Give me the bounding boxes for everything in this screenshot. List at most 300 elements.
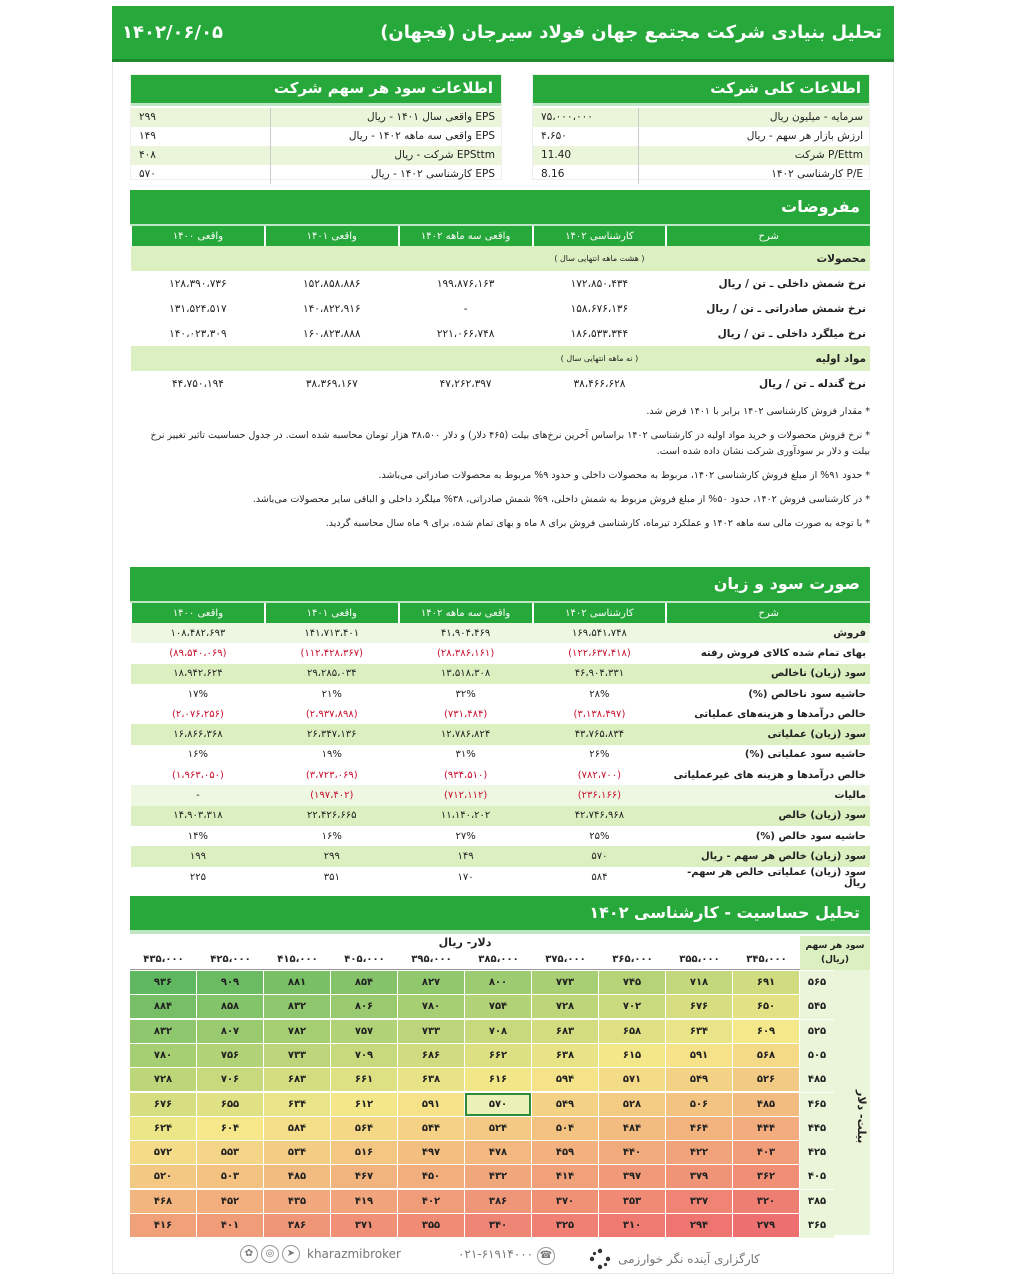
table-cell: ۳۱% <box>399 745 533 765</box>
sensitivity-cell: ۲۷۹ <box>733 1214 799 1237</box>
row-label: نرخ شمش داخلی ـ تن / ریال <box>666 271 870 296</box>
sensitivity-cell: ۷۷۳ <box>532 971 598 994</box>
table-cell: ۱۹۹،۸۷۶،۱۶۳ <box>399 271 533 296</box>
sensitivity-cell: ۵۰۴ <box>532 1117 598 1140</box>
table-cell: (۱۹۷،۴۰۲) <box>265 785 399 805</box>
sensitivity-cell: ۵۴۴ <box>398 1117 464 1140</box>
eps-info-title: اطلاعات سود هر سهم شرکت <box>131 75 501 103</box>
sensitivity-cell: ۳۱۰ <box>599 1214 665 1237</box>
sensitivity-cell: ۴۰۲ <box>398 1190 464 1213</box>
table-row <box>131 643 870 663</box>
table-cell: ۴۲،۷۴۶،۹۶۸ <box>533 806 667 826</box>
table-cell: ۴۴،۷۵۰،۱۹۴ <box>131 371 265 396</box>
sensitivity-cell: ۶۳۴ <box>264 1093 330 1116</box>
table-cell: ۲۹۹ <box>265 846 399 866</box>
sensitivity-cell: ۷۰۸ <box>465 1020 531 1043</box>
table-cell: ۲۸% <box>533 684 667 704</box>
dollar-column-header: ۴۱۵،۰۰۰ <box>264 954 331 970</box>
sensitivity-cell: ۶۹۱ <box>733 971 799 994</box>
brand-logo-icon <box>588 1247 612 1271</box>
kv-label: سرمایه - میلیون ریال <box>769 111 863 123</box>
table-cell: (۲،۹۳۷،۸۹۸) <box>265 704 399 724</box>
sensitivity-cell: ۶۸۳ <box>264 1068 330 1091</box>
kv-label: ارزش بازار هر سهم - ریال <box>746 130 863 142</box>
sensitivity-cell: ۴۶۸ <box>130 1190 196 1213</box>
sensitivity-cell: ۸۰۷ <box>197 1020 263 1043</box>
sensitivity-grid <box>130 936 870 1242</box>
table-row <box>131 684 870 704</box>
sensitivity-cell: ۷۵۴ <box>465 995 531 1018</box>
sensitivity-cell: ۶۵۸ <box>599 1020 665 1043</box>
table-cell: (۲۳۶،۱۶۶) <box>533 785 667 805</box>
sensitivity-cell: ۴۵۰ <box>398 1165 464 1188</box>
handle[interactable]: kharazmibroker <box>307 1247 401 1261</box>
kv-value: 8.16 <box>533 165 639 184</box>
table-cell: ۱۶۰،۸۲۳،۸۸۸ <box>265 321 399 346</box>
kv-row <box>533 108 869 127</box>
table-row <box>131 806 870 826</box>
kv-value: ۴۰۸ <box>131 146 271 165</box>
sensitivity-cell: ۳۷۱ <box>331 1214 397 1237</box>
table-cell: ۲۵% <box>533 826 667 846</box>
table-cell: ۲۱% <box>265 684 399 704</box>
column-header: شرح <box>666 226 870 246</box>
phone-icon: ☎ <box>537 1247 555 1265</box>
table-cell: ۱۹% <box>265 745 399 765</box>
table-cell: ۱۶۹،۵۴۱،۷۴۸ <box>533 623 667 643</box>
sensitivity-cell: ۴۹۷ <box>398 1141 464 1164</box>
sensitivity-cell: ۴۱۴ <box>532 1165 598 1188</box>
table-cell: ۵۷۰ <box>533 846 667 866</box>
sensitivity-cell: ۷۰۶ <box>197 1068 263 1091</box>
sensitivity-cell: ۶۷۶ <box>130 1093 196 1116</box>
sensitivity-cell: ۴۴۴ <box>733 1117 799 1140</box>
table-cell: ۱۷۲،۸۵۰،۴۳۴ <box>533 271 667 296</box>
billet-row-header: ۵۴۵ <box>800 995 834 1019</box>
sensitivity-cell: ۸۵۴ <box>331 971 397 994</box>
table-cell: ۳۵۱ <box>265 867 399 889</box>
sensitivity-cell: ۶۱۵ <box>599 1044 665 1067</box>
social-links <box>240 1245 401 1263</box>
sensitivity-cell: ۵۰۳ <box>197 1165 263 1188</box>
sensitivity-cell: ۸۰۶ <box>331 995 397 1018</box>
sensitivity-cell: ۸۳۲ <box>264 995 330 1018</box>
sensitivity-cell: ۳۵۵ <box>398 1214 464 1237</box>
table-cell: ۵۸۴ <box>533 867 667 889</box>
table-cell: ۲۹،۲۸۵،۰۳۴ <box>265 664 399 684</box>
table-cell <box>265 346 399 371</box>
kv-value: ۷۵،۰۰۰،۰۰۰ <box>533 108 639 127</box>
kv-value: ۲۹۹ <box>131 108 271 127</box>
table-row <box>131 623 870 643</box>
sensitivity-cell: ۶۵۰ <box>733 995 799 1018</box>
table-cell: ۳۲% <box>399 684 533 704</box>
table-cell: - <box>399 296 533 321</box>
sensitivity-cell: ۵۶۸ <box>733 1044 799 1067</box>
table-cell: (۷۱۲،۱۱۲) <box>399 785 533 805</box>
pl-table <box>130 603 870 889</box>
pl-title: صورت سود و زیان <box>130 567 870 601</box>
sensitivity-cell: ۸۸۴ <box>130 995 196 1018</box>
column-header: شرح <box>666 603 870 623</box>
table-cell: (۳،۷۲۳،۰۶۹) <box>265 765 399 785</box>
row-label: مالیات <box>666 785 870 805</box>
sensitivity-cell: ۳۸۶ <box>264 1214 330 1237</box>
sensitivity-cell: ۴۰۳ <box>733 1141 799 1164</box>
sensitivity-cell: ۶۸۳ <box>532 1020 598 1043</box>
sensitivity-title: تحلیل حساسیت - کارشناسی ۱۴۰۲ <box>130 896 870 930</box>
table-cell: ۱۳۱،۵۲۴،۵۱۷ <box>131 296 265 321</box>
sensitivity-cell: ۶۸۶ <box>398 1044 464 1067</box>
sensitivity-cell: ۶۲۴ <box>130 1117 196 1140</box>
table-cell: ۱۳،۵۱۸،۳۰۸ <box>399 664 533 684</box>
sensitivity-cell: ۶۶۲ <box>465 1044 531 1067</box>
table-cell: (۱۲۲،۶۳۷،۴۱۸) <box>533 643 667 663</box>
table-row <box>131 246 870 271</box>
sensitivity-cell: ۳۷۰ <box>532 1190 598 1213</box>
billet-row-header: ۴۴۵ <box>800 1117 834 1141</box>
kv-label: EPS واقعی سه ماهه ۱۴۰۲ - ریال <box>348 130 495 142</box>
table-cell: ۱۴۰،۰۲۳،۳۰۹ <box>131 321 265 346</box>
sensitivity-cell: ۳۲۵ <box>532 1214 598 1237</box>
table-cell: ۱۶% <box>131 745 265 765</box>
table-cell <box>399 246 533 271</box>
table-row <box>131 846 870 866</box>
table-cell: (۹۳۴،۵۱۰) <box>399 765 533 785</box>
table-cell: ۱۰۸،۴۸۲،۶۹۳ <box>131 623 265 643</box>
sensitivity-cell: ۵۹۴ <box>532 1068 598 1091</box>
sensitivity-cell: ۳۶۲ <box>733 1165 799 1188</box>
dollar-column-header: ۳۷۵،۰۰۰ <box>532 954 599 970</box>
sensitivity-cell: ۴۸۴ <box>599 1117 665 1140</box>
sensitivity-cell: ۵۴۹ <box>532 1093 598 1116</box>
table-cell: ۱۷% <box>131 684 265 704</box>
table-cell: ۱۴۱،۷۱۳،۴۰۱ <box>265 623 399 643</box>
sensitivity-cell: ۷۳۳ <box>398 1020 464 1043</box>
sensitivity-cell: ۷۱۸ <box>666 971 732 994</box>
dollar-column-header: ۳۸۵،۰۰۰ <box>465 954 532 970</box>
company-info-title: اطلاعات کلی شرکت <box>533 75 869 103</box>
note-item: * با توجه به صورت مالی سه ماهه ۱۴۰۲ و عملکرد تیرماه، کارشناسی فروش برای ۸ ماه و بهای تمام شده، برای ۹ ماه سال محاسبه گردید. <box>325 518 870 529</box>
table-cell: ۱۶،۸۶۶،۳۶۸ <box>131 724 265 744</box>
table-cell <box>131 346 265 371</box>
kv-value: 11.40 <box>533 146 639 165</box>
row-label: سود (زیان) ناخالص <box>666 664 870 684</box>
sensitivity-cell: ۵۸۴ <box>264 1117 330 1140</box>
row-label: خالص درآمدها و هزینه‌های عملیاتی <box>666 704 870 724</box>
note-item: * حدود ۹۱% از مبلغ فروش کارشناسی ۱۴۰۲، مربوط به محصولات داخلی و حدود ۹% مربوط به محصولات صادراتی می‌باشد. <box>378 470 870 481</box>
dollar-column-header: ۳۴۵،۰۰۰ <box>733 954 800 970</box>
column-header: واقعی ۱۴۰۱ <box>265 603 399 623</box>
kv-label: P/E کارشناسی ۱۴۰۲ <box>771 168 863 180</box>
table-cell: (۱،۹۶۳،۰۵۰) <box>131 765 265 785</box>
dollar-column-header: ۴۳۵،۰۰۰ <box>130 954 197 970</box>
sensitivity-cell: ۵۴۹ <box>666 1068 732 1091</box>
sensitivity-cell: ۷۴۵ <box>599 971 665 994</box>
phone-number: ۰۲۱-۶۱۹۱۴۰۰۰ <box>457 1247 534 1261</box>
sensitivity-cell: ۴۱۹ <box>331 1190 397 1213</box>
table-row <box>131 704 870 724</box>
billet-row-header: ۳۸۵ <box>800 1190 834 1214</box>
table-cell: ۱۲،۷۸۶،۸۲۴ <box>399 724 533 744</box>
sensitivity-cell: ۸۳۲ <box>130 1020 196 1043</box>
sensitivity-cell: ۶۰۴ <box>197 1117 263 1140</box>
table-cell: ۱۵۸،۶۷۶،۱۳۶ <box>533 296 667 321</box>
table-row <box>131 724 870 744</box>
sensitivity-cell: ۵۲۰ <box>130 1165 196 1188</box>
table-cell: (۲،۰۷۶،۲۵۶) <box>131 704 265 724</box>
column-header: واقعی سه ماهه ۱۴۰۲ <box>399 603 533 623</box>
sensitivity-cell: ۳۴۰ <box>465 1214 531 1237</box>
table-cell: ۴۷،۲۶۲،۳۹۷ <box>399 371 533 396</box>
sensitivity-cell: ۳۲۰ <box>733 1190 799 1213</box>
table-cell: ۴۱،۹۰۴،۴۶۹ <box>399 623 533 643</box>
sensitivity-cell: ۷۰۲ <box>599 995 665 1018</box>
table-cell: ۱۴۹ <box>399 846 533 866</box>
table-cell: ۲۷% <box>399 826 533 846</box>
table-cell: ( نه ماهه انتهایی سال ) <box>533 346 667 371</box>
eps-info-box <box>130 74 502 180</box>
sensitivity-cell: ۶۳۸ <box>532 1044 598 1067</box>
column-header: کارشناسی ۱۴۰۲ <box>533 603 667 623</box>
table-cell: (۸۹،۵۴۰،۰۶۹) <box>131 643 265 663</box>
sensitivity-cell: ۷۵۷ <box>331 1020 397 1043</box>
company-info-box <box>532 74 870 180</box>
billet-axis-label-box <box>834 970 870 1235</box>
sensitivity-cell: ۴۵۲ <box>197 1190 263 1213</box>
sensitivity-cell: ۵۱۶ <box>331 1141 397 1164</box>
note-item: * مقدار فروش کارشناسی ۱۴۰۲ برابر با ۱۴۰۱ فرض شد. <box>646 406 870 417</box>
table-cell: ۴۶،۹۰۴،۳۳۱ <box>533 664 667 684</box>
column-header: واقعی ۱۴۰۱ <box>265 226 399 246</box>
table-cell: (۷۸۲،۷۰۰) <box>533 765 667 785</box>
brand-name: کارگزاری آینده نگر خوارزمی <box>618 1252 760 1266</box>
row-label: حاشیه سود خالص (%) <box>666 826 870 846</box>
brand <box>588 1247 760 1271</box>
row-label: سود (زیان) خالص <box>666 806 870 826</box>
table-cell: ۲۶،۳۴۷،۱۳۶ <box>265 724 399 744</box>
notes-list <box>130 404 870 540</box>
sensitivity-cell: ۴۸۵ <box>264 1165 330 1188</box>
sensitivity-cell: ۵۲۴ <box>465 1117 531 1140</box>
table-row <box>131 826 870 846</box>
table-row <box>131 271 870 296</box>
sensitivity-cell: ۴۲۲ <box>666 1141 732 1164</box>
table-cell: ۱۶% <box>265 826 399 846</box>
table-cell: ۱۷۰ <box>399 867 533 889</box>
telegram-icon[interactable]: ➤ <box>282 1245 300 1263</box>
sensitivity-cell: ۴۶۷ <box>331 1165 397 1188</box>
row-label: نرخ گندله ـ تن / ریال <box>666 371 870 396</box>
sensitivity-cell: ۵۷۰ <box>465 1093 531 1116</box>
table-row <box>131 867 870 889</box>
sensitivity-cell: ۵۹۱ <box>666 1044 732 1067</box>
dollar-axis-label: دلار- ریال <box>438 936 492 949</box>
sensitivity-cell: ۴۷۸ <box>465 1141 531 1164</box>
billet-row-header: ۵۲۵ <box>800 1020 834 1044</box>
sensitivity-cell: ۷۸۰ <box>130 1044 196 1067</box>
aparat-icon[interactable]: ✿ <box>240 1245 258 1263</box>
table-row <box>131 321 870 346</box>
assumptions-table <box>130 226 870 396</box>
sensitivity-cell: ۷۸۲ <box>264 1020 330 1043</box>
billet-row-header: ۴۰۵ <box>800 1165 834 1189</box>
header-bar <box>112 6 894 62</box>
sensitivity-cell: ۴۸۵ <box>733 1093 799 1116</box>
table-cell: ۱۴،۹۰۳،۳۱۸ <box>131 806 265 826</box>
table-cell: ۱۴۰،۸۲۲،۹۱۶ <box>265 296 399 321</box>
table-row <box>131 765 870 785</box>
table-cell: ۱۸،۹۴۲،۶۲۴ <box>131 664 265 684</box>
kv-label: P/Ettm شرکت <box>794 149 863 161</box>
sensitivity-cell: ۷۲۸ <box>130 1068 196 1091</box>
kv-row <box>533 127 869 146</box>
instagram-icon[interactable]: ◎ <box>261 1245 279 1263</box>
sensitivity-cell: ۴۵۹ <box>532 1141 598 1164</box>
page-title: تحلیل بنیادی شرکت مجتمع جهان فولاد سیرجان (فجهان) <box>380 22 882 43</box>
column-header: واقعی ۱۴۰۰ <box>131 603 265 623</box>
kv-value: ۵۷۰ <box>131 165 271 184</box>
kv-row <box>131 165 501 184</box>
kv-row <box>131 146 501 165</box>
assumptions-title: مفروضات <box>130 190 870 224</box>
kv-label: EPS واقعی سال ۱۴۰۱ - ریال <box>367 111 495 123</box>
table-cell: ۲۲۱،۰۶۶،۷۴۸ <box>399 321 533 346</box>
row-label: محصولات <box>666 246 870 271</box>
sensitivity-cell: ۵۷۲ <box>130 1141 196 1164</box>
eps-info-rows <box>131 103 501 184</box>
sensitivity-cell: ۴۰۱ <box>197 1214 263 1237</box>
kv-value: ۴،۶۵۰ <box>533 127 639 146</box>
row-label: فروش <box>666 623 870 643</box>
sensitivity-cell: ۷۰۹ <box>331 1044 397 1067</box>
table-row <box>131 745 870 765</box>
sensitivity-cell: ۴۱۶ <box>130 1214 196 1237</box>
dollar-column-header: ۳۵۵،۰۰۰ <box>666 954 733 970</box>
table-cell: ( هشت ماهه انتهایی سال ) <box>533 246 667 271</box>
sensitivity-cell: ۸۵۸ <box>197 995 263 1018</box>
kv-label: EPSttm شرکت - ریال <box>394 149 495 161</box>
sensitivity-cell: ۶۳۸ <box>398 1068 464 1091</box>
sensitivity-cell: ۵۲۸ <box>599 1093 665 1116</box>
sensitivity-cell: ۵۷۱ <box>599 1068 665 1091</box>
report-date: ۱۴۰۲/۰۶/۰۵ <box>122 22 224 43</box>
table-cell <box>399 346 533 371</box>
table-cell <box>265 246 399 271</box>
sensitivity-cell: ۷۳۳ <box>264 1044 330 1067</box>
billet-row-header: ۵۶۵ <box>800 971 834 995</box>
sensitivity-cell: ۷۸۰ <box>398 995 464 1018</box>
sensitivity-cell: ۶۵۵ <box>197 1093 263 1116</box>
sensitivity-cell: ۴۴۰ <box>599 1141 665 1164</box>
column-header: واقعی سه ماهه ۱۴۰۲ <box>399 226 533 246</box>
table-cell: ۱۸۶،۵۳۳،۳۴۴ <box>533 321 667 346</box>
sensitivity-cell: ۶۷۶ <box>666 995 732 1018</box>
dollar-column-header: ۴۲۵،۰۰۰ <box>197 954 264 970</box>
sensitivity-cell: ۵۹۱ <box>398 1093 464 1116</box>
sensitivity-cell: ۶۰۹ <box>733 1020 799 1043</box>
sensitivity-cell: ۷۵۶ <box>197 1044 263 1067</box>
sensitivity-cell: ۸۸۱ <box>264 971 330 994</box>
table-row <box>131 664 870 684</box>
sensitivity-cell: ۲۹۴ <box>666 1214 732 1237</box>
row-label: خالص درآمدها و هزینه های غیرعملیاتی <box>666 765 870 785</box>
table-cell: ۱۲۸،۳۹۰،۷۳۶ <box>131 271 265 296</box>
table-cell: ۲۶% <box>533 745 667 765</box>
table-cell: ۲۲۵ <box>131 867 265 889</box>
table-cell: ۱۱،۱۴۰،۲۰۲ <box>399 806 533 826</box>
kv-value: ۱۴۹ <box>131 127 271 146</box>
table-cell: (۳،۱۳۸،۴۹۷) <box>533 704 667 724</box>
footer <box>240 1242 760 1272</box>
sensitivity-cell: ۳۳۷ <box>666 1190 732 1213</box>
sensitivity-cell: ۷۲۸ <box>532 995 598 1018</box>
billet-row-header: ۴۲۵ <box>800 1141 834 1165</box>
billet-row-header: ۴۶۵ <box>800 1093 834 1117</box>
table-cell <box>131 246 265 271</box>
sensitivity-corner-label: سود هر سهم (ریال) <box>800 936 870 970</box>
table-row <box>131 785 870 805</box>
phone <box>458 1247 555 1265</box>
billet-axis-label: بیلت- دلار <box>855 1090 868 1144</box>
column-header: کارشناسی ۱۴۰۲ <box>533 226 667 246</box>
kv-row <box>533 165 869 184</box>
row-label: سود (زیان) عملیاتی <box>666 724 870 744</box>
row-label: نرخ شمش صادراتی ـ تن / ریال <box>666 296 870 321</box>
kv-row <box>131 108 501 127</box>
sensitivity-cell: ۶۱۲ <box>331 1093 397 1116</box>
table-cell: (۱۱۲،۴۲۸،۳۶۷) <box>265 643 399 663</box>
sensitivity-cell: ۵۶۴ <box>331 1117 397 1140</box>
sensitivity-cell: ۳۹۷ <box>599 1165 665 1188</box>
table-cell: ۲۲،۴۲۶،۶۶۵ <box>265 806 399 826</box>
row-label: حاشیه سود عملیاتی (%) <box>666 745 870 765</box>
table-cell: ۱۴% <box>131 826 265 846</box>
table-cell: ۴۳،۷۶۵،۸۳۴ <box>533 724 667 744</box>
table-row <box>131 296 870 321</box>
table-cell: ۳۸،۴۶۶،۶۲۸ <box>533 371 667 396</box>
sensitivity-cell: ۴۳۵ <box>264 1190 330 1213</box>
sensitivity-cell: ۵۲۶ <box>733 1068 799 1091</box>
row-label: نرخ میلگرد داخلی ـ تن / ریال <box>666 321 870 346</box>
sensitivity-cell: ۵۵۳ <box>197 1141 263 1164</box>
table-row <box>131 371 870 396</box>
sensitivity-cell: ۶۳۴ <box>666 1020 732 1043</box>
table-cell: - <box>131 785 265 805</box>
row-label: بهای تمام شده کالای فروش رفته <box>666 643 870 663</box>
dollar-column-header: ۳۶۵،۰۰۰ <box>599 954 666 970</box>
table-cell: ۱۵۲،۸۵۸،۸۸۶ <box>265 271 399 296</box>
kv-label: EPS کارشناسی ۱۴۰۲ - ریال <box>370 168 495 180</box>
row-label: حاشیه سود ناخالص (%) <box>666 684 870 704</box>
sensitivity-cell: ۳۷۹ <box>666 1165 732 1188</box>
kv-row <box>131 127 501 146</box>
dollar-column-header: ۴۰۵،۰۰۰ <box>331 954 398 970</box>
table-cell: ۱۹۹ <box>131 846 265 866</box>
kv-row <box>533 146 869 165</box>
sensitivity-cell: ۶۶۱ <box>331 1068 397 1091</box>
table-row <box>131 346 870 371</box>
row-label: سود (زیان) خالص هر سهم - ریال <box>666 846 870 866</box>
sensitivity-cell: ۹۰۹ <box>197 971 263 994</box>
company-info-rows <box>533 103 869 184</box>
table-cell: (۲۸،۳۸۶،۱۶۱) <box>399 643 533 663</box>
sensitivity-cell: ۵۰۶ <box>666 1093 732 1116</box>
note-item: * در کارشناسی فروش ۱۴۰۲، حدود ۵۰% از مبلغ فروش مربوط به شمش داخلی، ۹% شمش صادراتی، ۳۸% میلگرد داخلی و الباقی سایر محصولات می‌باشد. <box>252 494 870 505</box>
note-item: * نرخ فروش محصولات و خرید مواد اولیه در کارشناسی ۱۴۰۲ براساس آخرین نرخ‌های بیلت (۴۶۵ دلار) و دلار ۳۸،۵۰۰ هزار تومان محاسبه شده است. در جدول حساسیت تاثیر تغییر نرخ بیلت و دلار بر سودآوری شرکت نشان داده شده است. <box>150 430 870 457</box>
table-cell: ۳۸،۳۶۹،۱۶۷ <box>265 371 399 396</box>
billet-row-header: ۳۶۵ <box>800 1214 834 1238</box>
